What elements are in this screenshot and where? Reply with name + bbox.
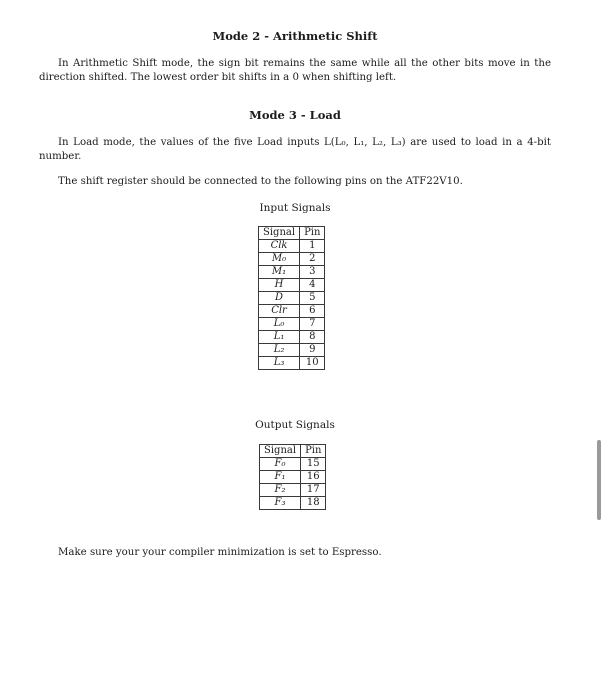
signal-column-header: Signal bbox=[260, 445, 301, 458]
table-row bbox=[259, 279, 325, 292]
pin-cell: 2 bbox=[300, 253, 325, 266]
table-row bbox=[259, 240, 325, 253]
table-row bbox=[259, 318, 325, 331]
signal-cell: H bbox=[259, 279, 300, 292]
table-header-row bbox=[260, 445, 326, 458]
table-row bbox=[259, 253, 325, 266]
pin-cell: 9 bbox=[300, 344, 325, 357]
signal-cell: M₁ bbox=[259, 266, 300, 279]
pin-cell: 3 bbox=[300, 266, 325, 279]
pin-cell: 10 bbox=[300, 357, 325, 370]
table-header-row bbox=[259, 227, 325, 240]
table-row bbox=[259, 292, 325, 305]
pin-cell: 15 bbox=[301, 458, 326, 471]
signal-cell: Clk bbox=[259, 240, 300, 253]
signal-cell: F₀ bbox=[260, 458, 301, 471]
pin-cell: 18 bbox=[301, 497, 326, 510]
table-row bbox=[260, 458, 326, 471]
vertical-scrollbar[interactable] bbox=[597, 440, 601, 520]
signal-column-header: Signal bbox=[259, 227, 300, 240]
signal-cell: Clr bbox=[259, 305, 300, 318]
table-row bbox=[259, 344, 325, 357]
footer-paragraph: Make sure your your compiler minimization is set to Espresso. bbox=[58, 547, 382, 558]
table-row bbox=[260, 484, 326, 497]
input-signals-caption: Input Signals bbox=[259, 202, 331, 214]
signal-cell: F₃ bbox=[260, 497, 301, 510]
pin-cell: 6 bbox=[300, 305, 325, 318]
signal-cell: M₀ bbox=[259, 253, 300, 266]
table-row bbox=[259, 331, 325, 344]
pin-column-header: Pin bbox=[300, 227, 325, 240]
table-row bbox=[260, 497, 326, 510]
pin-cell: 8 bbox=[300, 331, 325, 344]
signal-cell: L₂ bbox=[259, 344, 300, 357]
mode3-paragraph: In Load mode, the values of the five Load inputs L(L₀, L₁, L₂, L₃) are used to load in a 4-bit number. bbox=[39, 137, 551, 162]
output-signals-caption: Output Signals bbox=[255, 419, 335, 431]
connection-paragraph: The shift register should be connected to the following pins on the ATF22V10. bbox=[58, 176, 463, 187]
signal-cell: F₂ bbox=[260, 484, 301, 497]
table-row bbox=[259, 357, 325, 370]
signal-cell: D bbox=[259, 292, 300, 305]
pin-column-header: Pin bbox=[301, 445, 326, 458]
table-row bbox=[259, 305, 325, 318]
table-row bbox=[259, 266, 325, 279]
output-signals-table bbox=[259, 444, 326, 510]
signal-cell: L₀ bbox=[259, 318, 300, 331]
pin-cell: 7 bbox=[300, 318, 325, 331]
pin-cell: 5 bbox=[300, 292, 325, 305]
signal-cell: F₁ bbox=[260, 471, 301, 484]
mode3-title: Mode 3 - Load bbox=[249, 108, 341, 122]
signal-cell: L₁ bbox=[259, 331, 300, 344]
pin-cell: 4 bbox=[300, 279, 325, 292]
input-signals-table bbox=[258, 226, 325, 370]
pin-cell: 17 bbox=[301, 484, 326, 497]
pin-cell: 16 bbox=[301, 471, 326, 484]
table-row bbox=[260, 471, 326, 484]
signal-cell: L₃ bbox=[259, 357, 300, 370]
pin-cell: 1 bbox=[300, 240, 325, 253]
mode2-paragraph: In Arithmetic Shift mode, the sign bit remains the same while all the other bits move in the direction shifted. The lowest order bit shifts in a 0 when shifting left. bbox=[39, 58, 551, 83]
mode2-title: Mode 2 - Arithmetic Shift bbox=[212, 29, 378, 43]
